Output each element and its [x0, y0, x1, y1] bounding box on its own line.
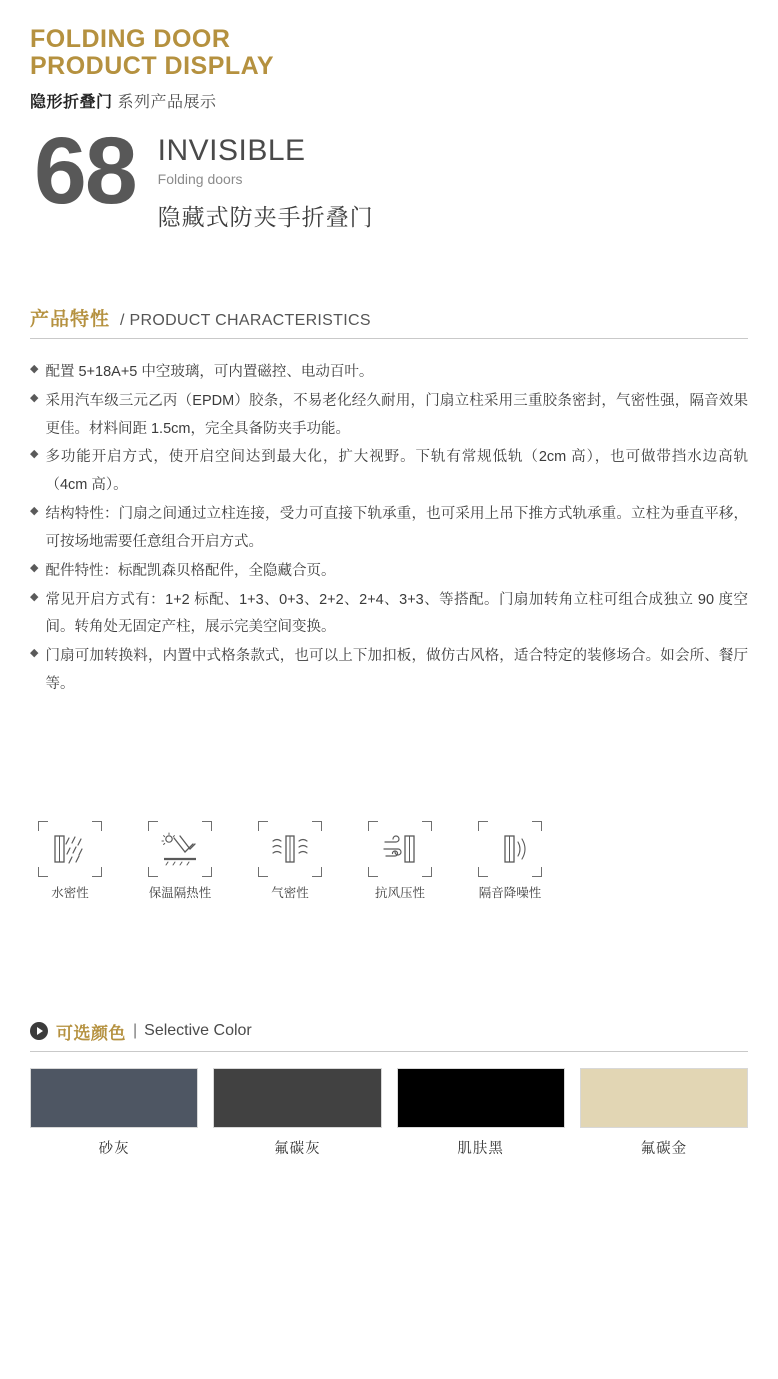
- model-name-cn: 隐藏式防夹手折叠门: [157, 204, 374, 230]
- list-item: [30, 359, 748, 387]
- list-item: [30, 444, 748, 500]
- color-section: [30, 1019, 748, 1158]
- model-subtitle-en: Folding doors: [157, 171, 243, 187]
- list-item-text: 结构特性：门扇之间通过立柱连接，受力可直接下轨承重，也可采用上吊下推方式轨承重。立柱为垂直平移，可按场地需要任意组合开启方式。: [45, 506, 748, 550]
- page-header: [30, 26, 748, 112]
- list-item: [30, 388, 748, 444]
- list-item-text: 门扇可加转换料，内置中式格条款式，也可以上下加扣板，做仿古风格，适合特定的装修场合。如会所、餐厅等。: [45, 648, 748, 693]
- list-item-text: 配置 5+18A+5 中空玻璃，可内置磁控、电动百叶。: [45, 364, 374, 380]
- color-chip[interactable]: [213, 1068, 381, 1128]
- bullet-icon: ◆: [30, 505, 39, 518]
- performance-item-watertightness: [34, 821, 106, 901]
- color-chip[interactable]: [30, 1068, 198, 1128]
- performance-item-wind-pressure-resistance: [364, 821, 436, 901]
- list-item: [30, 501, 748, 557]
- list-item-text: 多功能开启方式，使开启空间达到最大化，扩大视野。下轨有常规低轨（2cm 高），也可做带挡水边高轨（4cm 高）。: [45, 449, 748, 494]
- model-name-en: INVISIBLE: [157, 134, 306, 167]
- color-name: 砂灰: [98, 1140, 130, 1157]
- color-title-cn: 可选颜色: [56, 1023, 126, 1043]
- bullet-icon: ◆: [30, 448, 39, 461]
- bullet-icon: ◆: [30, 561, 39, 574]
- bullet-icon: ◆: [30, 590, 39, 603]
- color-swatch[interactable]: [397, 1068, 565, 1158]
- performance-label: 保温隔热性: [148, 885, 212, 900]
- list-item-text: 常见开启方式有：1+2 标配、1+3、0+3、2+2、2+4、3+3、等搭配。门扇加转角立柱可组合成独立 90 度空间。转角处无固定产柱，展示完美空间变换。: [45, 591, 748, 636]
- color-name: 氟碳金: [640, 1140, 688, 1157]
- color-swatch[interactable]: [213, 1068, 381, 1158]
- bullet-icon: ◆: [30, 647, 39, 660]
- header-title-en-line2: PRODUCT DISPLAY: [30, 52, 275, 80]
- header-title-en-line1: FOLDING DOOR: [30, 25, 231, 53]
- color-swatch[interactable]: [580, 1068, 748, 1158]
- header-title-cn-bold: 隐形折叠门: [30, 94, 113, 111]
- model-block: [30, 118, 748, 232]
- characteristics-list: [30, 359, 748, 699]
- color-name: 肌肤黑: [457, 1140, 504, 1157]
- wind-pressure-resistance-icon: [368, 821, 432, 877]
- color-chip[interactable]: [580, 1068, 748, 1128]
- list-item: [30, 587, 748, 643]
- sound-insulation-icon: [478, 821, 542, 877]
- performance-item-sound-insulation: [474, 821, 546, 901]
- color-name: 氟碳灰: [274, 1140, 321, 1157]
- color-title-en: Selective Color: [144, 1022, 252, 1040]
- characteristics-title-cn: 产品特性: [30, 309, 111, 330]
- performance-label: 气密性: [271, 885, 309, 900]
- performance-label: 水密性: [51, 885, 89, 900]
- model-number: 68: [34, 118, 136, 224]
- list-item: [30, 558, 748, 586]
- color-chip[interactable]: [397, 1068, 565, 1128]
- bullet-icon: ◆: [30, 363, 39, 375]
- model-text: [158, 128, 374, 232]
- performance-label: 抗风压性: [374, 885, 425, 900]
- color-swatch[interactable]: [30, 1068, 198, 1158]
- color-heading: [30, 1019, 748, 1052]
- list-item-text: 采用汽车级三元乙丙（EPDM）胶条，不易老化经久耐用，门扇立柱采用三重胶条密封，气密性强，隔音效果更佳。材料间距 1.5cm，完全具备防夹手功能。: [45, 392, 748, 437]
- characteristics-heading: [30, 304, 748, 339]
- list-item-text: 配件特性：标配凯森贝格配件，全隐藏合页。: [45, 562, 336, 579]
- color-title-separator: |: [133, 1022, 138, 1040]
- performance-label: 隔音降噪性: [478, 885, 542, 900]
- color-swatch-list: [30, 1068, 748, 1158]
- watertightness-icon: [38, 821, 102, 877]
- bullet-icon: ◆: [30, 391, 39, 404]
- thermal-insulation-icon: [148, 821, 212, 877]
- performance-item-thermal-insulation: [144, 821, 216, 901]
- header-title-en: [30, 26, 748, 80]
- airtightness-icon: [258, 821, 322, 877]
- characteristics-title-en: / PRODUCT CHARACTERISTICS: [120, 312, 371, 329]
- characteristics-section: [30, 304, 748, 699]
- play-icon: [30, 1022, 48, 1040]
- performance-item-airtightness: [254, 821, 326, 901]
- performance-icon-row: [30, 821, 748, 901]
- header-title-cn-light: 系列产品展示: [112, 94, 217, 111]
- list-item: [30, 643, 748, 699]
- header-title-cn: [30, 89, 748, 112]
